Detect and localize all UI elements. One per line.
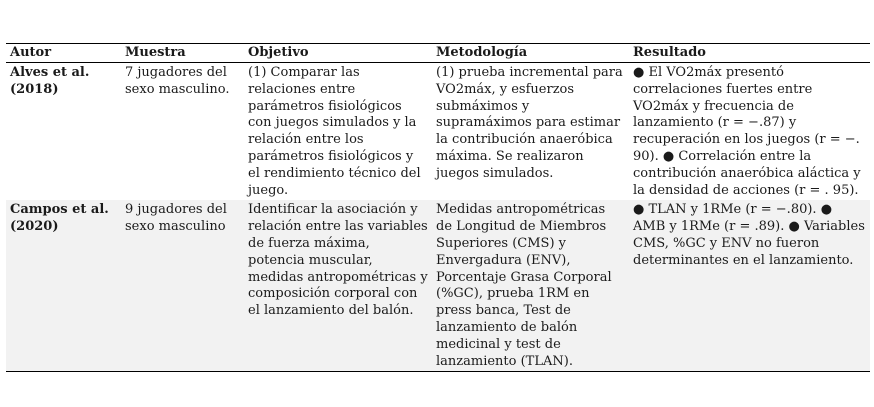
cell-muestra: 7 jugadores del sexo masculino. xyxy=(125,65,230,97)
cell-objetivo: (1) Comparar las relaciones entre parámetros fisiológicos con juegos simulados y la relación entre los parámetros fisiológicos y el rendimiento técnico del juego. xyxy=(248,65,421,198)
cell-metodologia: Medidas antropométricas de Longitud de Miembros Superiores (CMS) y Envergadura (ENV), Porcentaje Grasa Corporal (%GC), prueba 1RM en press banca, Test de lanzamiento de balón medicinal y test de lanzamiento (TLAN). xyxy=(432,200,629,371)
cell-objetivo: Identificar la asociación y relación entre las variables de fuerza máxima, potencia muscular, medidas antropométricas y composición corporal con el lanzamiento del balón. xyxy=(244,200,432,371)
studies-table xyxy=(6,43,870,372)
table-row xyxy=(6,63,870,201)
cell-metodologia: (1) prueba incremental para VO2máx, y esfuerzos submáximos y supramáximos para estimar la contribución anaeróbica máxima. Se realizaron juegos simulados. xyxy=(436,65,623,181)
header-autor: Autor xyxy=(10,45,52,60)
cell-resultado: ● TLAN y 1RMe (r = −.80). ● AMB y 1RMe (r = .89). ● Variables CMS, %GC y ENV no fueron determinantes en el lanzamiento. xyxy=(629,200,870,371)
cell-autor: Campos et al. (2020) xyxy=(6,200,121,371)
studies-table-container xyxy=(6,43,870,372)
table-header-row xyxy=(6,44,870,63)
header-muestra: Muestra xyxy=(125,45,186,60)
cell-autor: Alves et al. (2018) xyxy=(10,65,90,97)
header-metodologia: Metodología xyxy=(436,45,528,60)
cell-resultado: ● El VO2máx presentó correlaciones fuertes entre VO2máx y frecuencia de lanzamiento (r = −.87) y recuperación en los juegos (r = −. 90). ● Correlación entre la contribución anaeróbica aláctica y la densidad de acciones (r = . 95). xyxy=(633,65,861,198)
cell-muestra: 9 jugadores del sexo masculino xyxy=(121,200,244,371)
header-resultado: Resultado xyxy=(633,45,706,60)
table-row xyxy=(6,200,870,371)
header-objetivo: Objetivo xyxy=(248,45,309,60)
